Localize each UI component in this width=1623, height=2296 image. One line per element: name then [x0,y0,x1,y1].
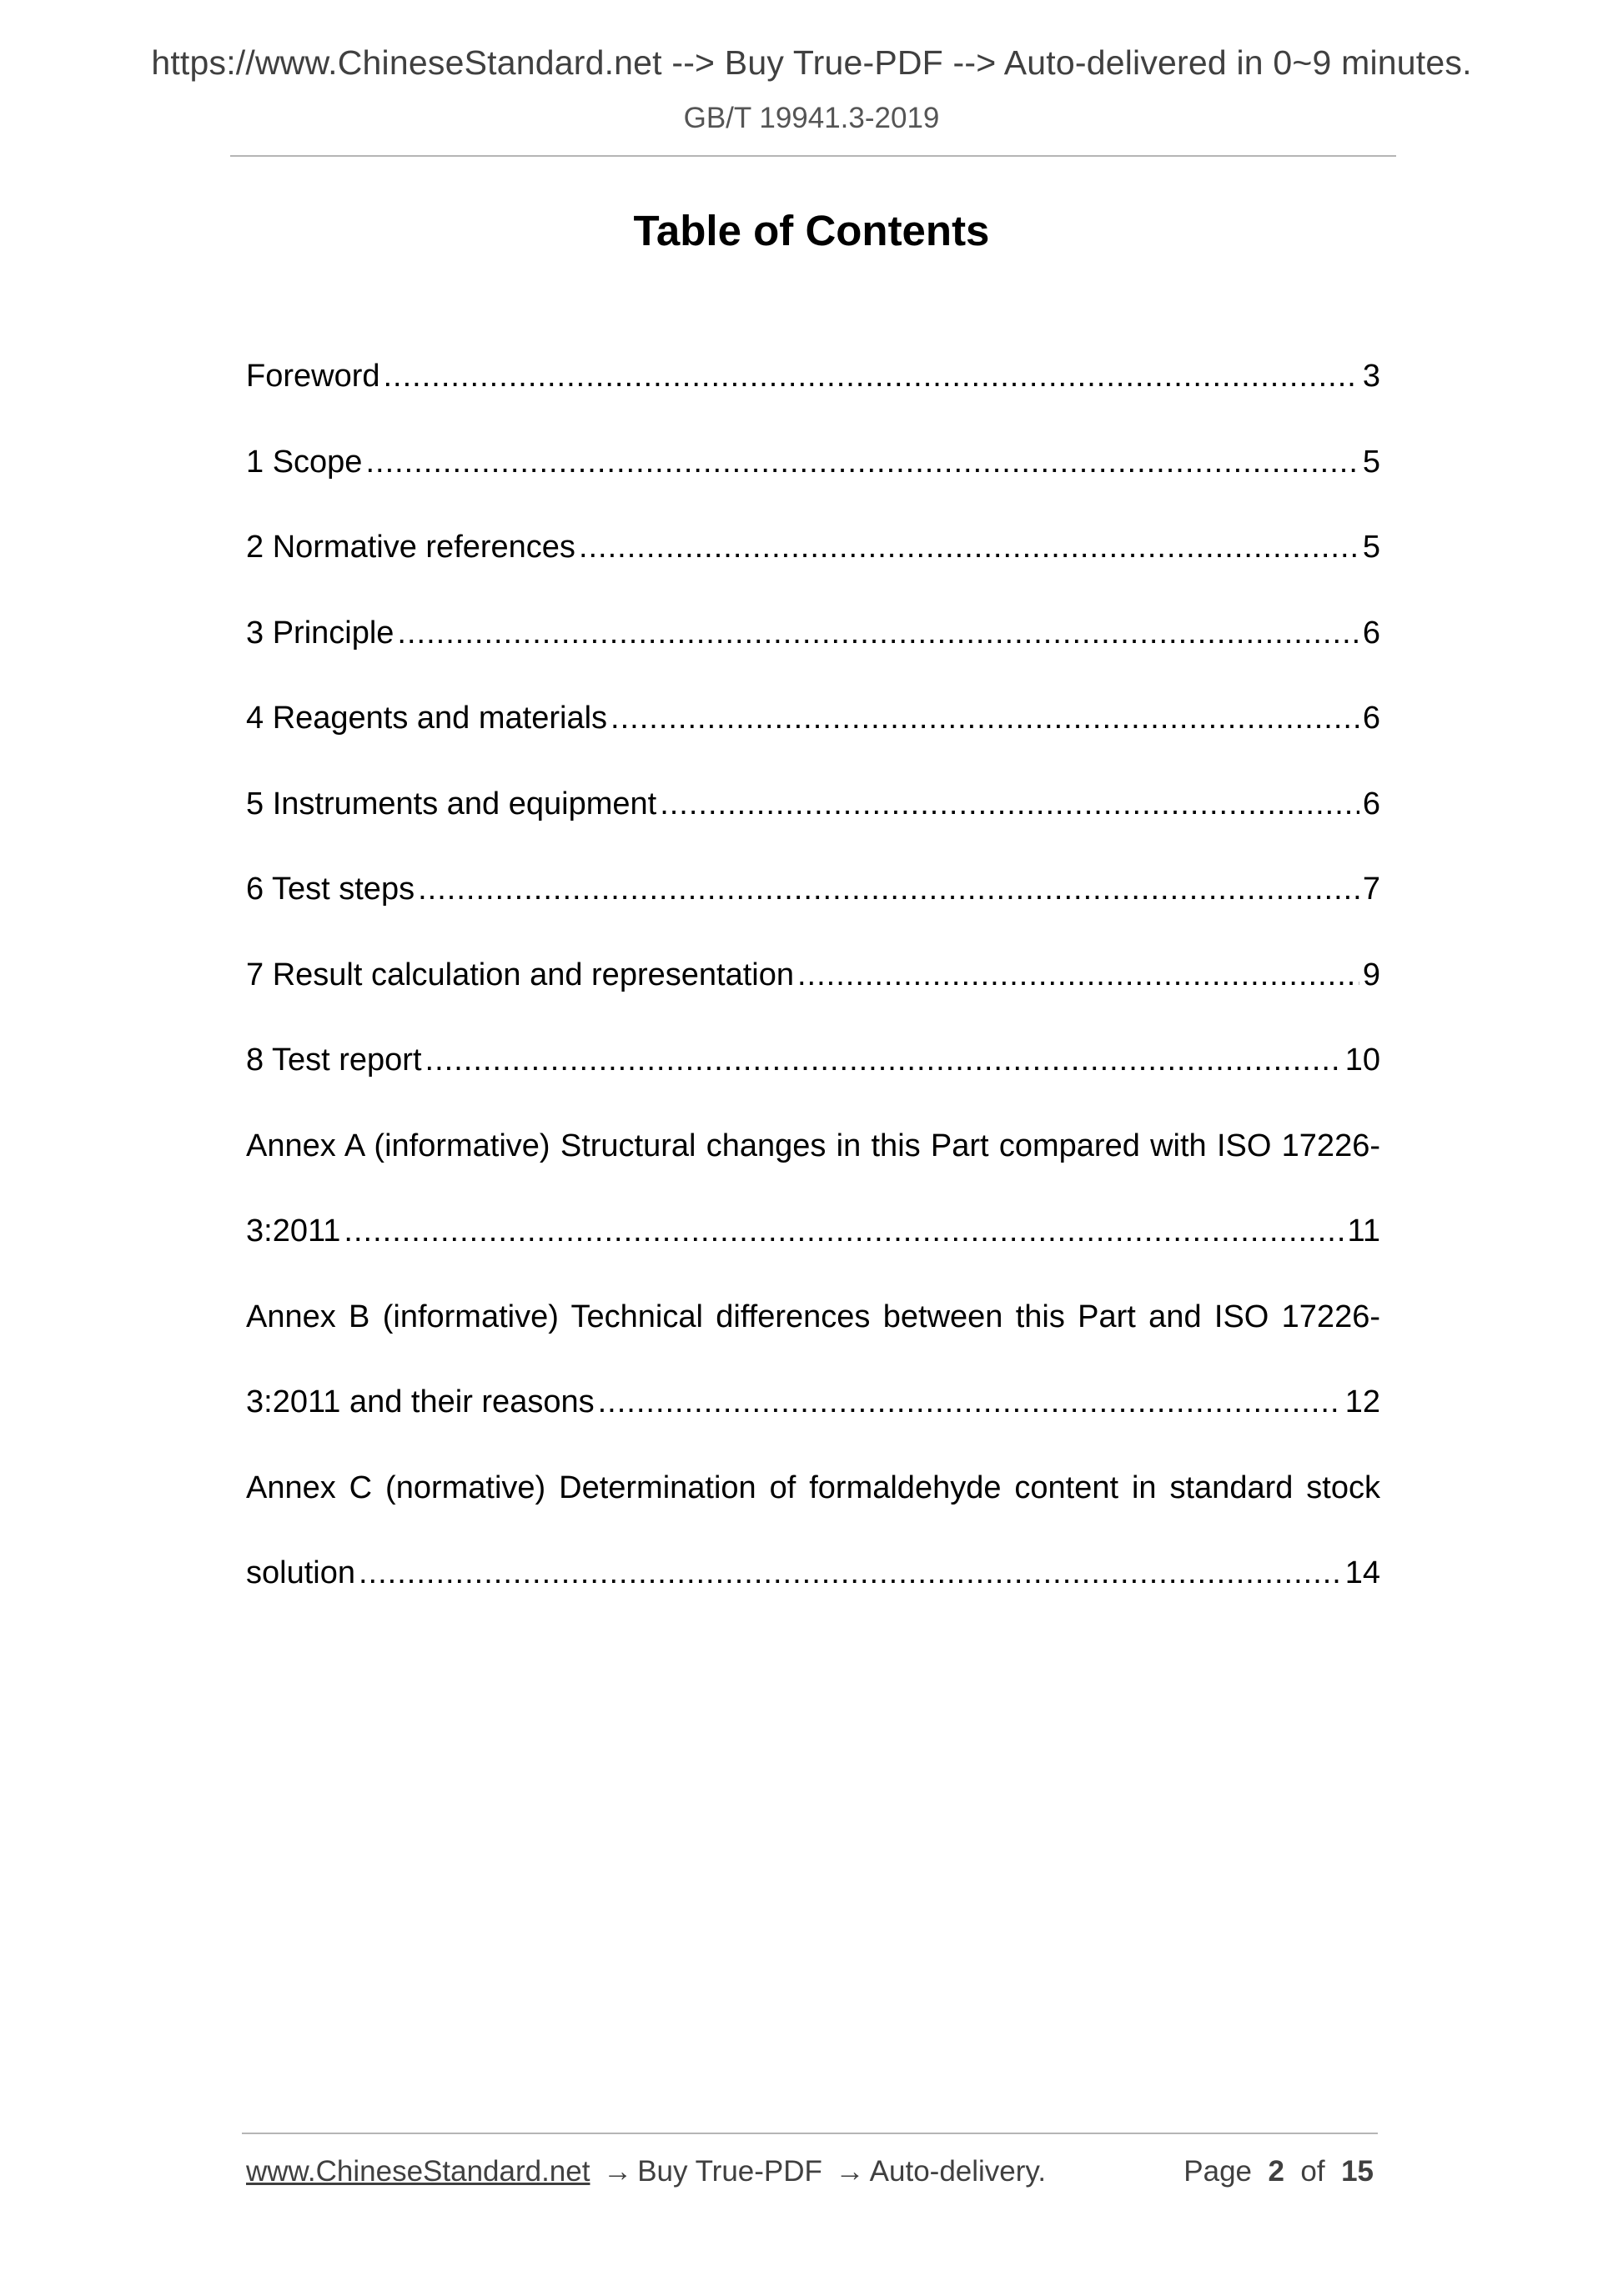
arrow-right-icon: → [603,2155,633,2188]
toc-entry-principle[interactable] [246,590,1380,676]
toc-entry-page: 3 [1362,359,1380,394]
dot-leader [418,847,1359,932]
toc-entry-label: 7 Result calculation and representation [246,957,794,992]
dot-leader [425,1017,1342,1103]
header-banner: https://www.ChineseStandard.net --> Buy True-PDF --> Auto-delivered in 0~9 minutes. [151,43,1472,82]
dot-leader [797,932,1359,1018]
toc-entry-annex-b[interactable] [246,1274,1380,1445]
toc-entry-scope[interactable] [246,420,1380,505]
toc-entry-test-report[interactable] [246,1017,1380,1103]
toc-entry-label: 6 Test steps [246,872,415,907]
dot-leader [611,676,1359,761]
arrow-right-icon: → [835,2155,865,2188]
toc-entry-label-line2: 3:2011 [246,1213,341,1248]
toc-entry-label: 2 Normative references [246,530,575,565]
toc-entry-page: 12 [1344,1384,1380,1419]
footer-divider [242,2133,1378,2134]
toc-entry-page: 5 [1362,530,1380,565]
footer-links [246,2155,1046,2188]
header-divider [230,155,1396,157]
toc-entry-page: 7 [1362,872,1380,907]
dot-leader [397,590,1359,676]
toc-entry-label: Foreword [246,359,380,394]
dot-leader [365,420,1359,505]
toc-entry-label: 5 Instruments and equipment [246,786,657,821]
toc-entry-label: 4 Reagents and materials [246,701,608,736]
toc-entry-label-line2: 3:2011 and their reasons [246,1384,595,1419]
page-current: 2 [1268,2155,1284,2188]
page-title: Table of Contents [633,207,990,254]
toc-entry-test-steps[interactable] [246,847,1380,932]
page-indicator [1183,2155,1374,2188]
toc-entry-page: 10 [1344,1042,1380,1078]
site-link[interactable]: www.ChineseStandard.net [246,2155,590,2188]
toc-entry-page: 6 [1362,701,1380,736]
toc-entry-label: 1 Scope [246,444,363,480]
page-of: of [1300,2155,1325,2188]
toc-entry-label: 3 Principle [246,615,394,651]
table-of-contents [246,334,1380,1616]
delivery-text: Auto-delivery. [869,2155,1047,2188]
toc-entry-annex-a[interactable] [246,1103,1380,1274]
toc-entry-reagents[interactable] [246,676,1380,761]
toc-entry-result-calculation[interactable] [246,932,1380,1018]
page-label: Page [1183,2155,1253,2188]
dot-leader [344,1188,1344,1274]
toc-entry-page: 14 [1344,1555,1380,1590]
toc-entry-annex-c[interactable] [246,1445,1380,1616]
dot-leader [660,761,1359,847]
toc-entry-instruments[interactable] [246,761,1380,847]
toc-entry-label-line1: Annex C (normative) Determination of formaldehyde content in standard stock [246,1470,1380,1505]
dot-leader [384,334,1359,420]
toc-entry-normative-references[interactable] [246,505,1380,590]
toc-entry-label: 8 Test report [246,1042,422,1078]
toc-entry-page: 6 [1362,786,1380,821]
page-footer [246,2155,1374,2188]
toc-entry-page: 9 [1362,957,1380,992]
toc-entry-foreword[interactable] [246,334,1380,420]
dot-leader [598,1359,1342,1445]
page-total: 15 [1341,2155,1374,2188]
dot-leader [359,1530,1342,1616]
toc-entry-label-line1: Annex A (informative) Structural changes in this Part compared with ISO 17226- [246,1128,1380,1163]
standard-code: GB/T 19941.3-2019 [683,102,940,134]
toc-entry-label-line1: Annex B (informative) Technical differences between this Part and ISO 17226- [246,1299,1380,1334]
toc-entry-page: 11 [1347,1213,1380,1248]
toc-entry-page: 6 [1362,615,1380,651]
dot-leader [579,505,1359,590]
buy-link-text: Buy True-PDF [637,2155,822,2188]
toc-entry-page: 5 [1362,444,1380,480]
toc-entry-label-line2: solution [246,1555,355,1590]
